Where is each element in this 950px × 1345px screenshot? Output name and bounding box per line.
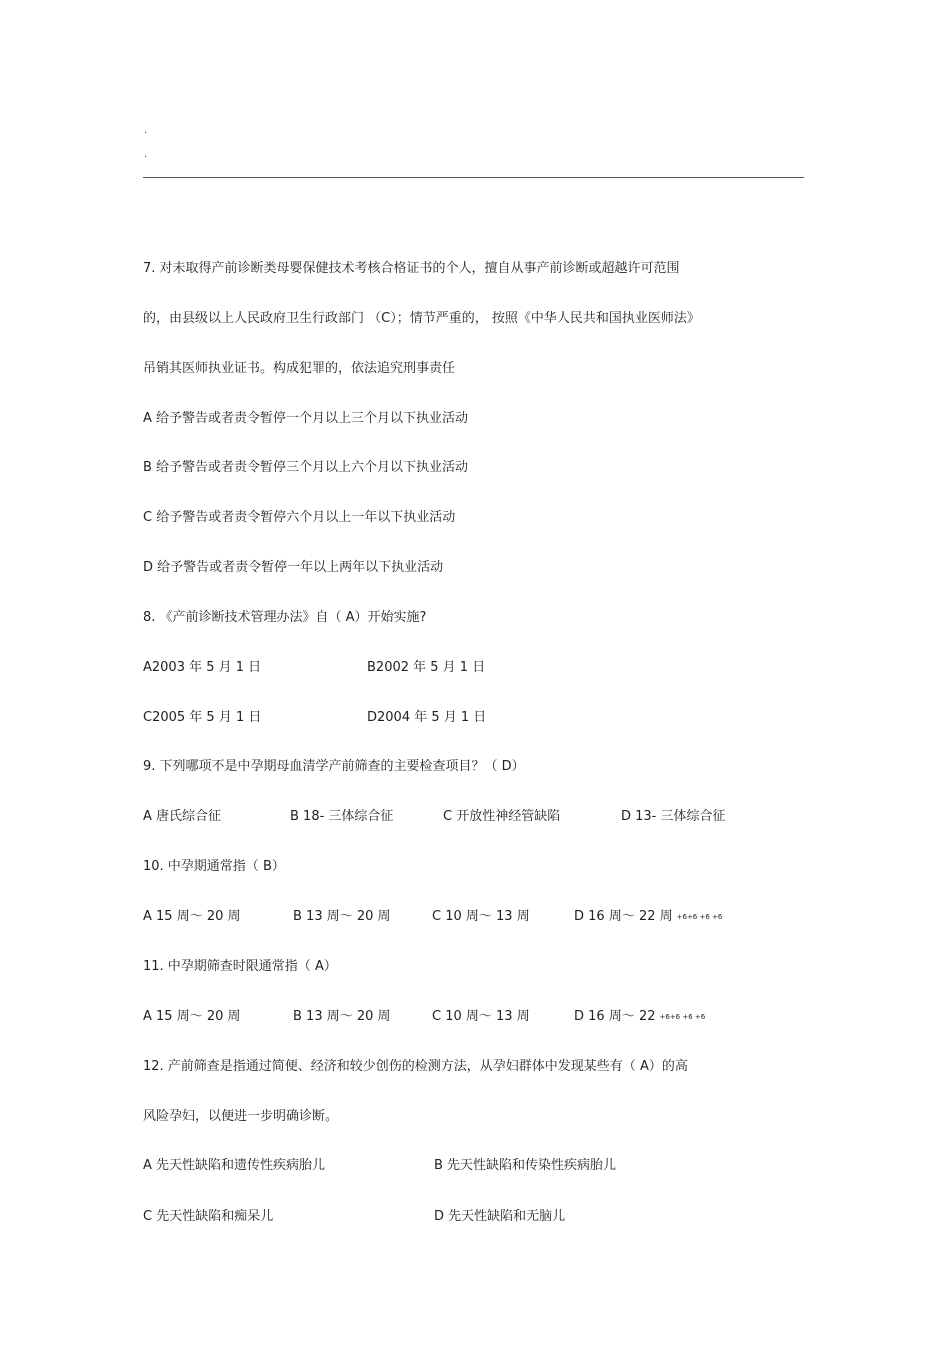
question-10-option-c: C 10 周～ 13 周 (432, 909, 530, 924)
header-dot: . (144, 149, 148, 160)
question-9-option-b: B 18- 三体综合征 (290, 809, 394, 824)
question-10-option-d (574, 909, 722, 925)
question-7-line-3: 吊销其医师执业证书。构成犯罪的，依法追究刑事责任 (143, 361, 456, 376)
question-7-option-a: A 给予警告或者责令暂停一个月以上三个月以下执业活动 (143, 411, 469, 426)
header-rule (143, 177, 804, 178)
question-9-option-d: D 13- 三体综合征 (621, 809, 726, 824)
header-dot: . (144, 125, 148, 136)
question-12-line-2: 风险孕妇，以便进一步明确诊断。 (143, 1109, 339, 1124)
question-8-option-b: B2002 年 5 月 1 日 (367, 660, 486, 675)
question-11-option-d (574, 1009, 705, 1025)
question-9-option-c: C 开放性神经管缺陷 (443, 809, 561, 824)
question-11-line-1: 11. 中孕期筛查时限通常指（ A） (143, 959, 337, 974)
question-7-option-d: D 给予警告或者责令暂停一年以上两年以下执业活动 (143, 560, 444, 575)
question-10-option-d-text: D 16 周～ 22 周 (574, 909, 673, 924)
question-10-option-a: A 15 周～ 20 周 (143, 909, 241, 924)
question-7-option-c: C 给予警告或者责令暂停六个月以上一年以下执业活动 (143, 510, 456, 525)
question-8-option-a: A2003 年 5 月 1 日 (143, 660, 262, 675)
question-11-option-c: C 10 周～ 13 周 (432, 1009, 530, 1024)
question-9-option-a: A 唐氏综合征 (143, 809, 222, 824)
question-12-option-a: A 先天性缺陷和遗传性疾病胎儿 (143, 1158, 326, 1173)
question-11-option-d-text: D 16 周～ 22 (574, 1009, 656, 1024)
question-12-option-c: C 先天性缺陷和痴呆儿 (143, 1209, 274, 1224)
question-10-note: +6+6 +6 +6 (676, 913, 723, 921)
question-10-option-b: B 13 周～ 20 周 (293, 909, 391, 924)
question-12-line-1: 12. 产前筛查是指通过简便、经济和较少创伤的检测方法，从孕妇群体中发现某些有（ A）的高 (143, 1059, 688, 1074)
question-8-line-1: 8. 《产前诊断技术管理办法》自（ A）开始实施? (143, 610, 427, 625)
question-8-option-c: C2005 年 5 月 1 日 (143, 710, 262, 725)
question-8-option-d: D2004 年 5 月 1 日 (367, 710, 487, 725)
question-9-line-1: 9. 下列哪项不是中孕期母血清学产前筛查的主要检查项目？（ D） (143, 759, 525, 774)
question-11-option-b: B 13 周～ 20 周 (293, 1009, 391, 1024)
question-7-option-b: B 给予警告或者责令暂停三个月以上六个月以下执业活动 (143, 460, 469, 475)
question-10-line-1: 10. 中孕期通常指（ B） (143, 859, 285, 874)
question-7-line-1: 7. 对未取得产前诊断类母婴保健技术考核合格证书的个人，擅自从事产前诊断或超越许可范围 (143, 261, 680, 276)
question-11-option-a: A 15 周～ 20 周 (143, 1009, 241, 1024)
question-12-option-d: D 先天性缺陷和无脑儿 (434, 1209, 566, 1224)
question-11-note: +6+6 +6 +6 (659, 1013, 706, 1021)
question-12-option-b: B 先天性缺陷和传染性疾病胎儿 (434, 1158, 617, 1173)
question-7-line-2: 的，由县级以上人民政府卫生行政部门 （C）；情节严重的， 按照《中华人民共和国执业医师法》 (143, 311, 700, 326)
